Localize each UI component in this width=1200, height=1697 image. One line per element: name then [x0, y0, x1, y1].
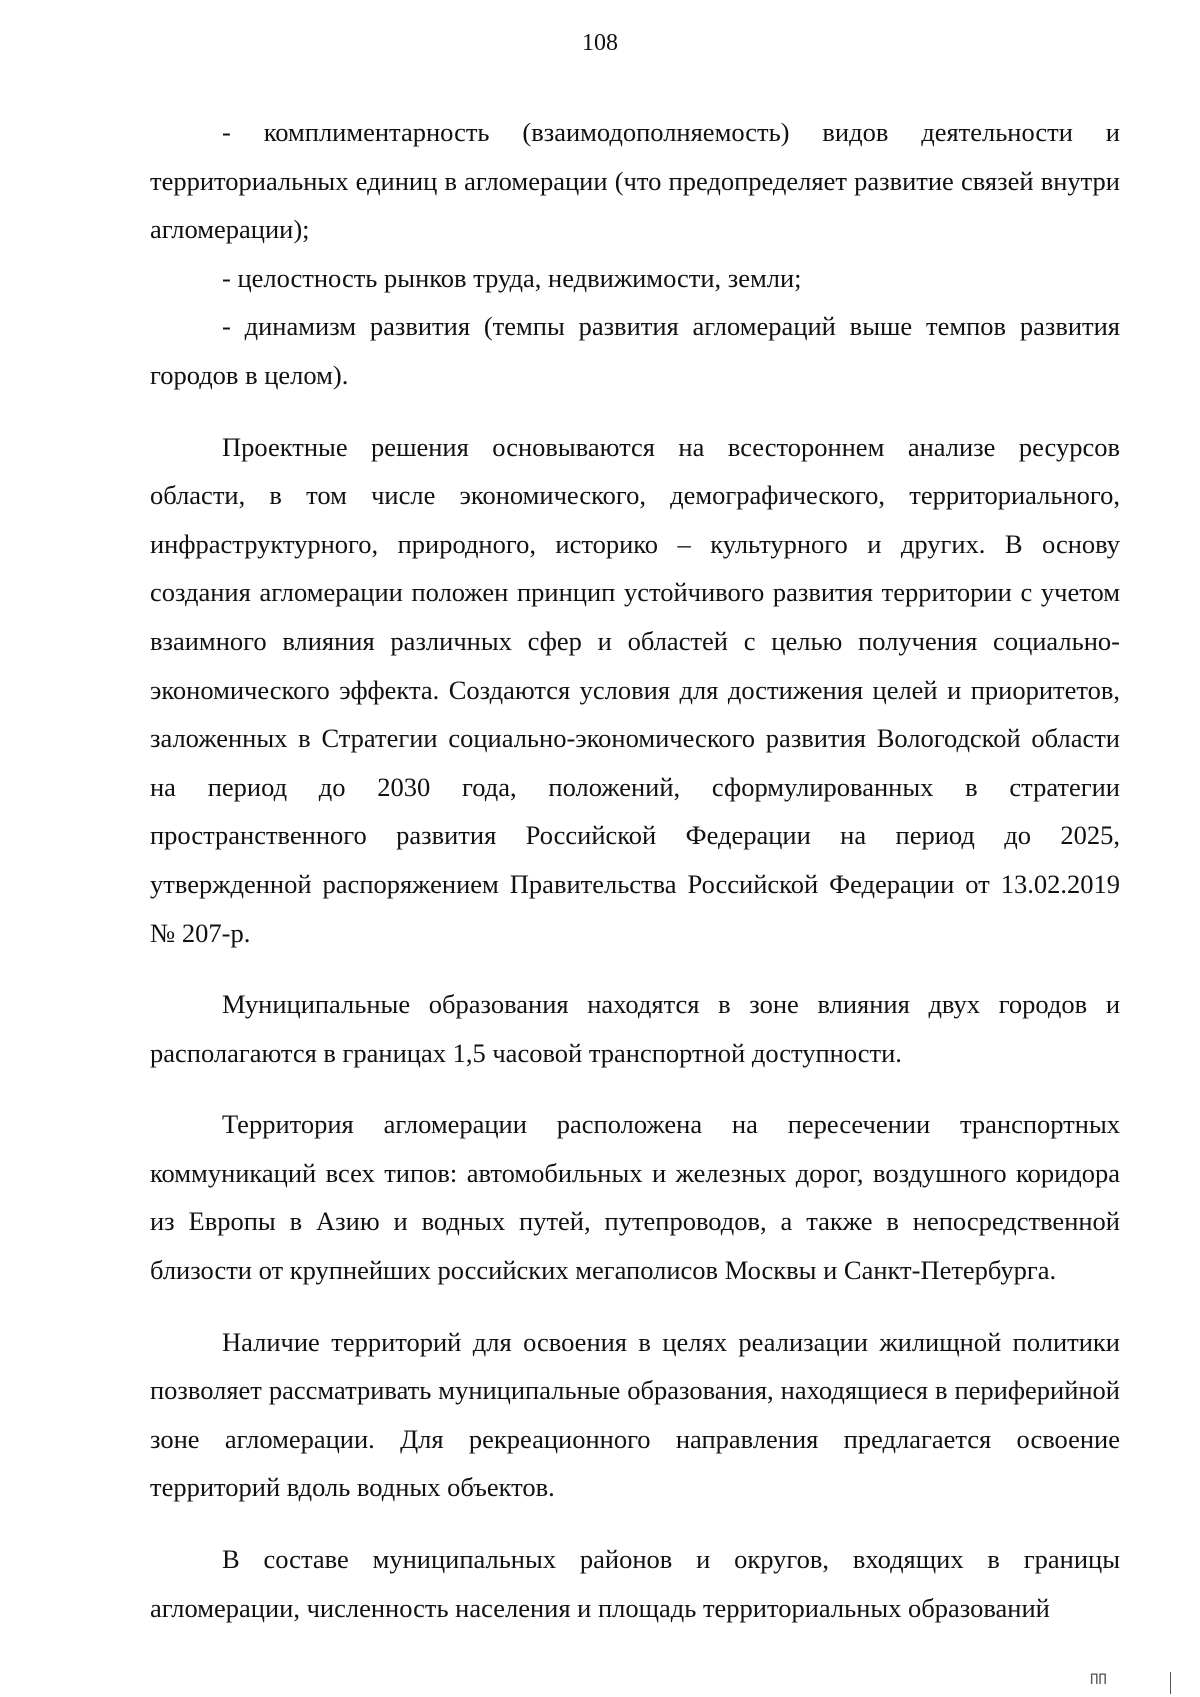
document-body: [150, 108, 1120, 1632]
paragraph-agglomeration-composition: В составе муниципальных районов и округов, входящих в границы агломерации, численность населения и площадь территориальных образований: [150, 1544, 1120, 1623]
page-number: 108: [582, 30, 618, 56]
paragraph-transport-territory: Территория агломерации расположена на пересечении транспортных коммуникаций всех типов: автомобильных и железных дорог, воздушного коридора из Европы в Азию и водных путей, путепроводов, а также в непосредственной близости от крупнейших российских мегаполисов Москвы и Санкт-Петербурга.: [150, 1109, 1120, 1286]
footer-edge-tick: [1170, 1672, 1171, 1694]
paragraph-municipal-formations: Муниципальные образования находятся в зоне влияния двух городов и располагаются в границах 1,5 часовой транспортной доступности.: [150, 989, 1120, 1068]
paragraph-market-integrity: - целостность рынков труда, недвижимости, земли;: [222, 262, 802, 293]
paragraph-project-decisions: Проектные решения основываются на всестороннем анализе ресурсов области, в том числе экономического, демографического, территориального, инфраструктурного, природного, историко – культурного и других. В основу создания агломерации положен принцип устойчивого развития территории с учетом взаимного влияния различных сфер и областей с целью получения социально-экономического эффекта. Создаются условия для достижения целей и приоритетов, заложенных в Стратегии социально-экономического развития Вологодской области на период до 2030 года, положений, сформулированных в стратегии пространственного развития Российской Федерации на период до 2025, утвержденной распоряжением Правительства Российской Федерации от 13.02.2019 № 207-р.: [150, 431, 1120, 948]
paragraph-complementarity: - комплиментарность (взаимодополняемость) видов деятельности и территориальных единиц в агломерации (что предопределяет развитие связей внутри агломерации);: [150, 117, 1120, 245]
paragraph-development-dynamism: - динамизм развития (темпы развития агломераций выше темпов развития городов в целом).: [150, 311, 1120, 390]
paragraph-housing-territories: Наличие территорий для освоения в целях реализации жилищной политики позволяет рассматривать муниципальные образования, находящиеся в периферийной зоне агломерации. Для рекреационного направления предлагается освоение территорий вдоль водных объектов.: [150, 1326, 1120, 1503]
footer-scan-mark: ΠΠ: [1090, 1672, 1107, 1688]
